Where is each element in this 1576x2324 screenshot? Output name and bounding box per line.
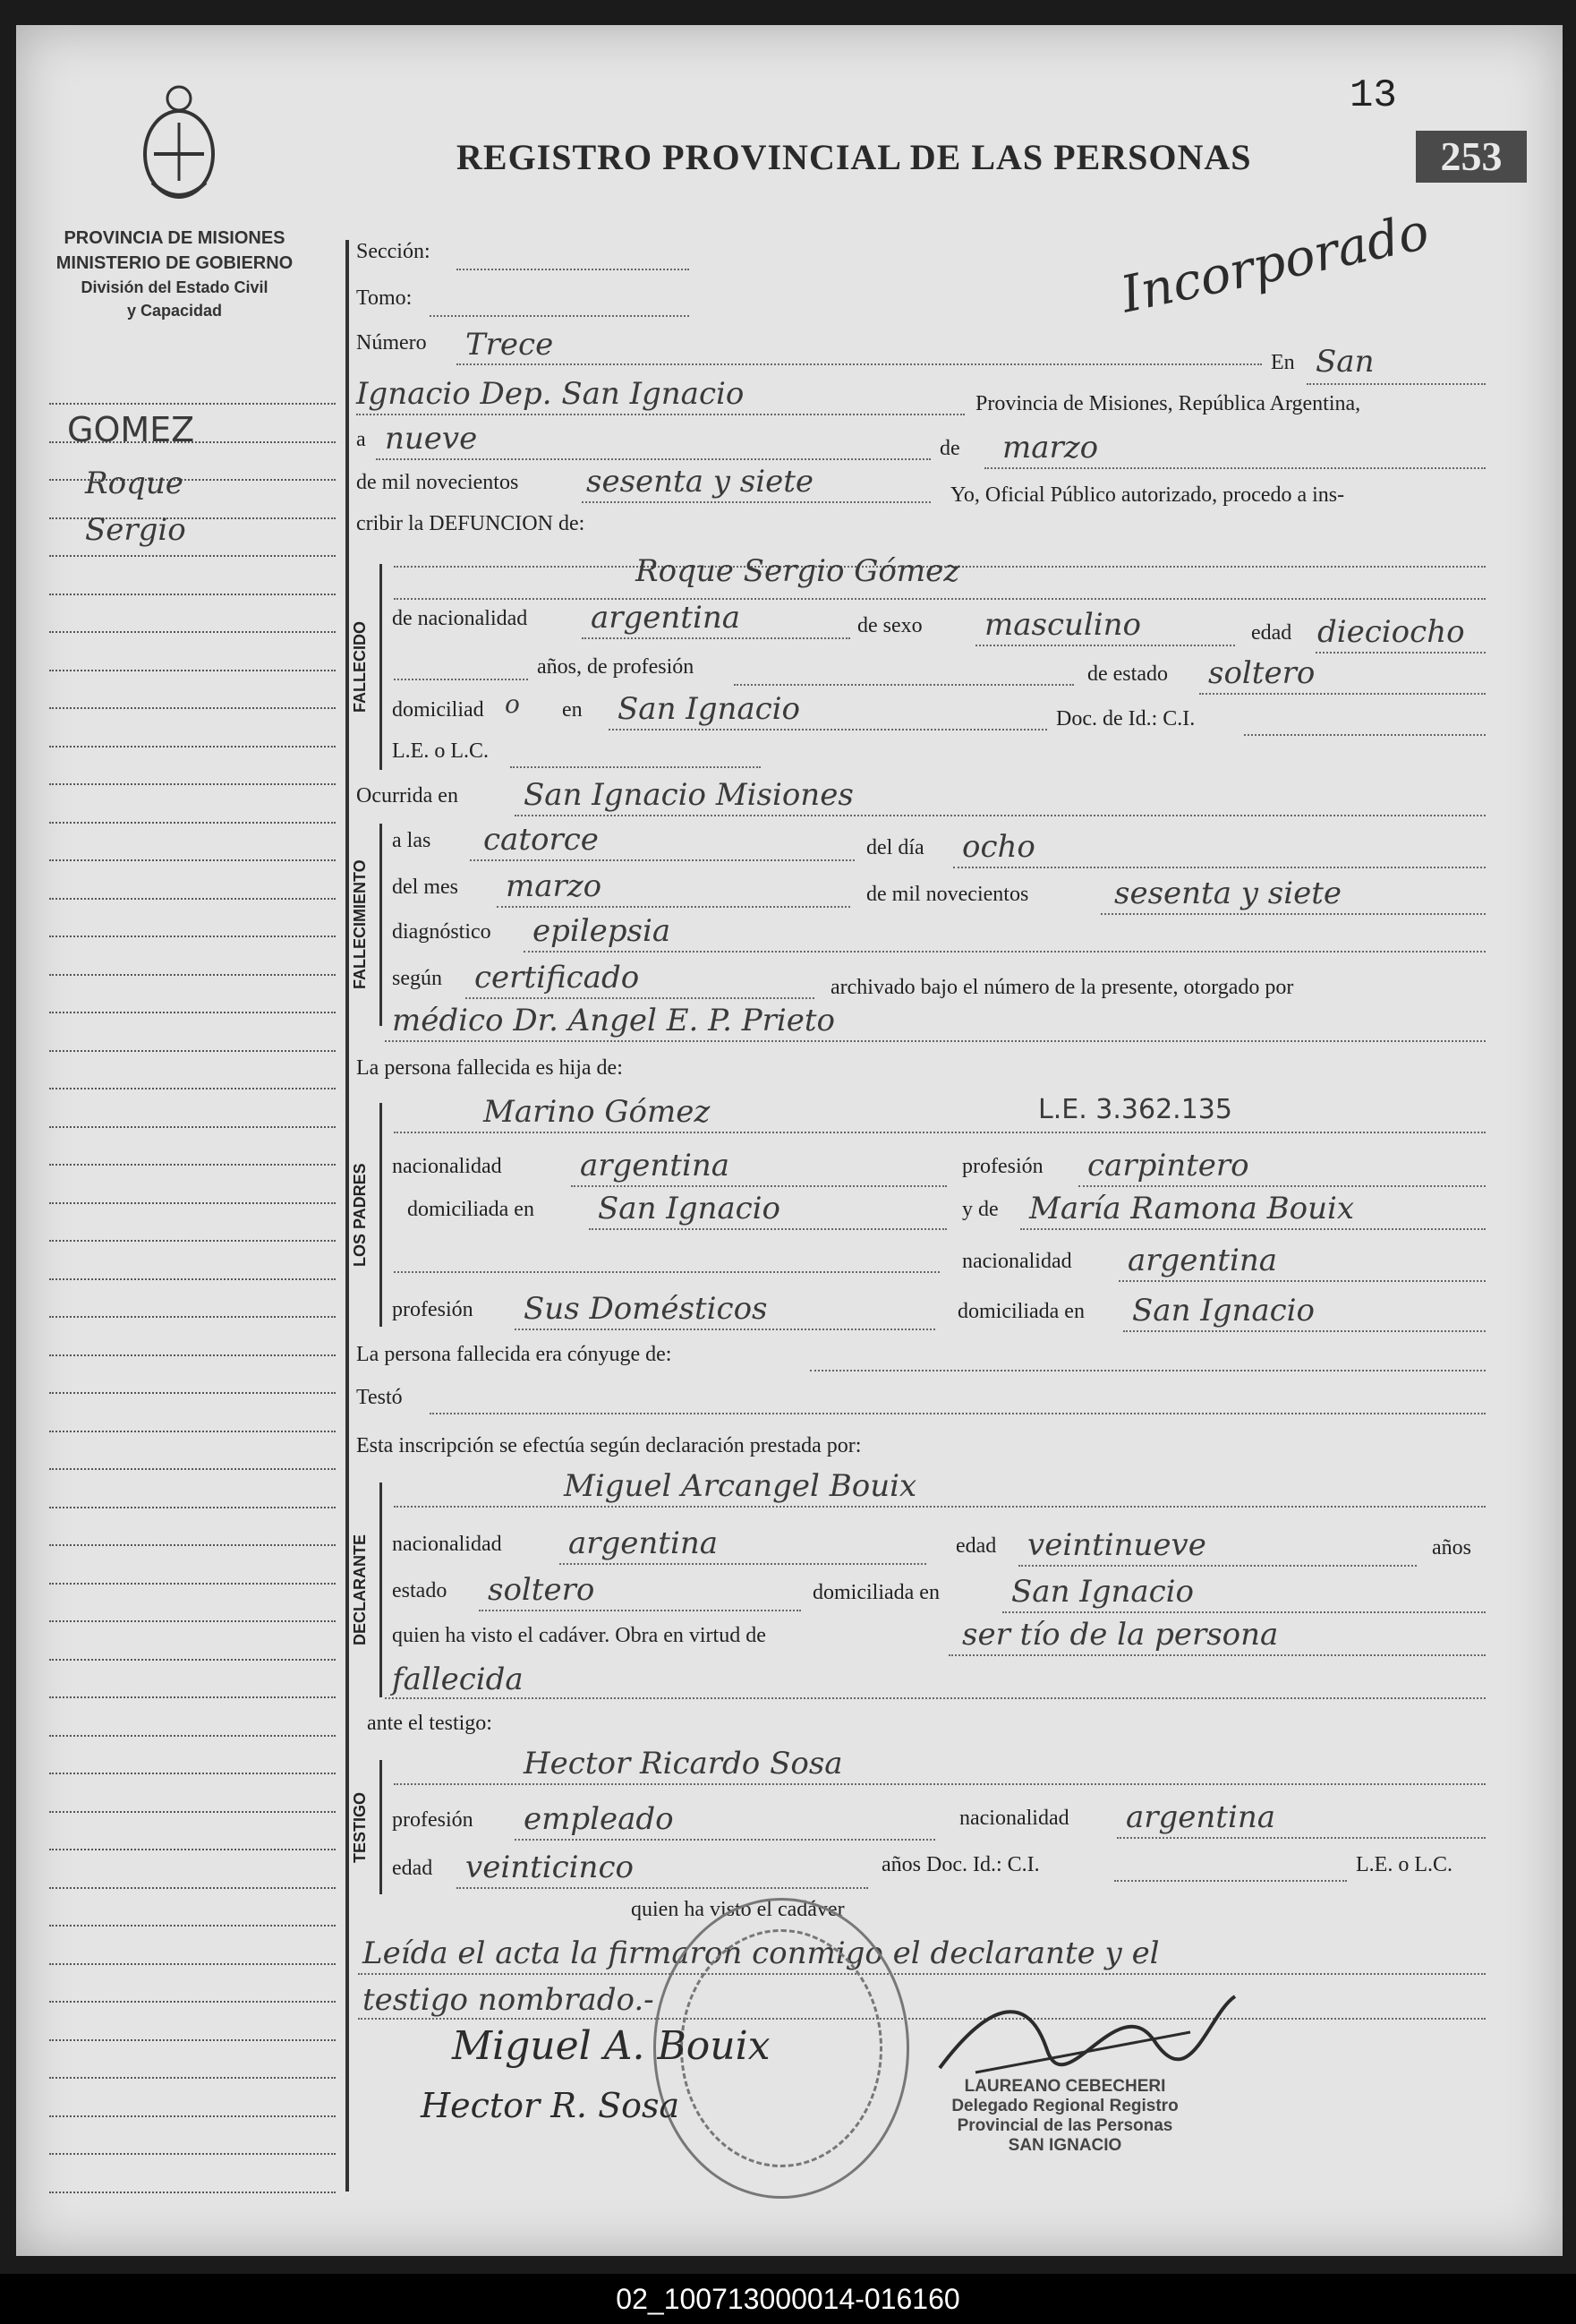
a-las-label: a las — [392, 829, 431, 852]
testigo-doc-line — [1114, 1880, 1347, 1882]
margin-signature: Incorporado — [1116, 202, 1435, 325]
testigo-bracket — [379, 1760, 382, 1894]
padre-domiciliada-label: domiciliada en — [407, 1198, 534, 1221]
madre-nacionalidad-value: argentina — [1128, 1243, 1278, 1278]
numero-label: Número — [356, 331, 427, 355]
padre-profesion-line — [1078, 1185, 1486, 1187]
margin-line — [49, 859, 336, 861]
fallecido-estado-label: de estado — [1087, 662, 1168, 686]
page-title: REGISTRO PROVINCIAL DE LAS PERSONAS — [456, 137, 1252, 177]
padre-domicilio-value: San Ignacio — [598, 1191, 781, 1226]
margin-line — [49, 403, 336, 405]
fallecido-estado-value: soltero — [1208, 655, 1316, 691]
padres-bracket — [379, 1103, 382, 1327]
margin-line — [49, 974, 336, 976]
fallecido-sexo-line — [975, 645, 1235, 646]
official-block — [922, 2077, 1208, 2156]
margin-line — [49, 783, 336, 785]
padre-name: Marino Gómez — [483, 1094, 711, 1130]
seccion-line — [456, 269, 689, 270]
margin-line — [49, 898, 336, 900]
en-label: En — [1271, 351, 1295, 374]
a-line — [376, 458, 931, 460]
ocurrida-label: Ocurrida en — [356, 784, 458, 807]
mes-label: del mes — [392, 876, 458, 899]
fallecido-estado-line — [1199, 693, 1486, 695]
fallecido-domiciliado-en-label: en — [562, 698, 583, 722]
declarante-estado-value: soltero — [488, 1572, 595, 1608]
fallecido-domiciliado-line — [609, 729, 1047, 731]
fallecido-domiciliado-label: domiciliad — [392, 698, 484, 722]
margin-line — [49, 1202, 336, 1204]
margin-line — [49, 1431, 336, 1432]
margin-name2: Sergio — [85, 512, 186, 548]
yo-text: Yo, Oficial Público autorizado, procedo a ins- — [950, 483, 1345, 507]
madre-domicilio-value: San Ignacio — [1132, 1293, 1316, 1329]
margin-surname: GOMEZ — [67, 410, 195, 449]
declarante-name-line — [394, 1506, 1486, 1508]
declarante-tag: DECLARANTE — [351, 1534, 369, 1645]
division-line2: y Capacidad — [126, 302, 223, 320]
fallecido-doc-line — [1244, 734, 1486, 736]
fallecido-domiciliado-suffix: o — [505, 689, 520, 719]
fallecido-le-label: L.E. o L.C. — [392, 739, 489, 763]
padres-intro: La persona fallecida es hija de: — [356, 1056, 623, 1080]
dia-label: del día — [866, 836, 924, 859]
declarante-edad-line — [1018, 1565, 1417, 1567]
declarante-domiciliada-label: domiciliada en — [813, 1581, 940, 1604]
fallecido-sexo-label: de sexo — [857, 614, 923, 637]
fallecido-sexo-value: masculino — [984, 607, 1142, 643]
fallecido-anos-label: años, de profesión — [537, 655, 694, 679]
numero-value: Trece — [465, 327, 554, 363]
fallecido-doc-label: Doc. de Id.: C.I. — [1056, 707, 1196, 731]
cribir-text: cribir la DEFUNCION de: — [356, 512, 585, 535]
coat-of-arms-icon — [134, 82, 224, 208]
testigo-nacionalidad-value: argentina — [1126, 1799, 1276, 1835]
madre-name-line — [1020, 1228, 1486, 1230]
declarante-domicilio-value: San Ignacio — [1011, 1574, 1195, 1610]
conyuge-line — [810, 1370, 1486, 1371]
closing-line2: testigo nombrado.- — [362, 1982, 654, 2018]
padre-doc: L.E. 3.362.135 — [1038, 1094, 1232, 1125]
declarante-name: Miguel Arcangel Bouix — [564, 1468, 917, 1504]
testigo-name: Hector Ricardo Sosa — [524, 1746, 843, 1781]
margin-line — [49, 1811, 336, 1813]
mes-value: marzo — [506, 868, 602, 904]
dia-value: ocho — [962, 829, 1035, 865]
margin-line — [49, 1659, 336, 1661]
en-line — [1307, 383, 1486, 385]
margin-line — [49, 2039, 336, 2041]
declarante-estado-line — [479, 1610, 801, 1611]
margin-line — [49, 1088, 336, 1089]
margin-line — [49, 1468, 336, 1470]
tomo-line — [430, 315, 689, 317]
padres-tag: LOS PADRES — [351, 1163, 369, 1267]
register-number-stamp: 253 — [1416, 131, 1527, 183]
padre-nacionalidad-label: nacionalidad — [392, 1155, 502, 1178]
place-value: Ignacio Dep. San Ignacio — [356, 376, 745, 412]
issuer-block — [36, 226, 313, 322]
a-las-line — [470, 859, 855, 861]
testigo-nacionalidad-line — [1117, 1837, 1486, 1839]
segun-line — [465, 997, 814, 999]
signature-testigo: Hector R. Sosa — [421, 2086, 680, 2125]
fallecido-anos-line — [394, 679, 528, 680]
segun-value: certificado — [474, 960, 640, 995]
official-title2: Provincial de las Personas — [957, 2116, 1173, 2135]
margin-line — [49, 1925, 336, 1927]
fallecido-bracket — [379, 564, 382, 770]
margin-line — [49, 1507, 336, 1508]
ocurrida-line — [515, 815, 1486, 816]
testigo-visto-text: quien ha visto el cadáver — [631, 1898, 845, 1921]
fallecido-edad-value: dieciocho — [1317, 614, 1465, 650]
margin-line — [49, 1620, 336, 1622]
margin-line — [49, 1316, 336, 1318]
dia-line — [953, 867, 1486, 868]
margin-line — [49, 1392, 336, 1394]
medico-value: médico Dr. Angel E. P. Prieto — [392, 1003, 836, 1038]
declarante-intro: Esta inscripción se efectúa según declaración prestada por: — [356, 1434, 862, 1457]
fallecido-name-line — [394, 598, 1486, 600]
margin-line — [49, 1735, 336, 1737]
archivado-text: archivado bajo el número de la presente, otorgado por — [831, 976, 1294, 999]
testigo-name-line — [394, 1783, 1486, 1785]
declarante-virtud-value2: fallecida — [392, 1662, 524, 1697]
madre-nacionalidad-label: nacionalidad — [962, 1250, 1072, 1273]
testigo-profesion-line — [515, 1839, 935, 1841]
mil-fallecimiento-label: de mil novecientos — [866, 883, 1029, 906]
declarante-anos-label: años — [1432, 1536, 1471, 1559]
testigo-edad-line — [456, 1887, 868, 1889]
fallecido-edad-line — [1316, 652, 1486, 654]
mil-fallecimiento-line — [1101, 913, 1486, 915]
de-label: de — [940, 437, 960, 460]
madre-blank-line — [394, 1271, 940, 1273]
margin-divider — [345, 240, 349, 2192]
declarante-domicilio-line — [1002, 1611, 1486, 1613]
margin-line — [49, 1012, 336, 1013]
fallecimiento-tag: FALLECIMIENTO — [351, 859, 369, 990]
declarante-nacionalidad-label: nacionalidad — [392, 1533, 502, 1556]
mil-line — [582, 501, 931, 503]
fallecido-tag: FALLECIDO — [351, 621, 369, 713]
en-value: San — [1316, 344, 1375, 380]
mil-label: de mil novecientos — [356, 471, 519, 494]
mil-value: sesenta y siete — [586, 464, 814, 500]
division-line1: División del Estado Civil — [81, 278, 268, 296]
madre-profesion-value: Sus Domésticos — [524, 1291, 768, 1327]
margin-line — [49, 1849, 336, 1850]
margin-line — [49, 670, 336, 671]
padre-profesion-label: profesión — [962, 1155, 1044, 1178]
margin-line — [49, 707, 336, 709]
testigo-nacionalidad-label: nacionalidad — [959, 1807, 1069, 1830]
a-value: nueve — [385, 421, 478, 457]
declarante-visto-text: quien ha visto el cadáver. Obra en virtud de — [392, 1624, 766, 1647]
madre-domiciliada-label: domiciliada en — [958, 1300, 1085, 1323]
margin-line — [49, 631, 336, 633]
declarante-edad-value: veintinueve — [1027, 1527, 1206, 1563]
diagnostico-line — [524, 951, 1486, 953]
image-id-footer: 02_100713000014-016160 — [0, 2274, 1576, 2324]
y-de-label: y de — [962, 1198, 999, 1221]
declarante-virtud-line — [949, 1654, 1486, 1656]
a-las-value: catorce — [483, 822, 599, 858]
margin-line — [49, 555, 336, 557]
margin-line — [49, 2001, 336, 2003]
margin-line — [49, 1773, 336, 1774]
de-value: marzo — [1002, 430, 1099, 466]
padre-domicilio-line — [589, 1228, 947, 1230]
provincia-text: Provincia de Misiones, República Argentina, — [975, 392, 1361, 415]
margin-line — [49, 1544, 336, 1546]
margin-line — [49, 1963, 336, 1965]
madre-profesion-line — [515, 1329, 935, 1330]
fallecido-nacionalidad-label: de nacionalidad — [392, 607, 528, 630]
testigo-tag: TESTIGO — [351, 1791, 369, 1863]
fallecido-full-name: Roque Sergio Gómez — [635, 553, 960, 589]
a-label: a — [356, 428, 366, 451]
official-name: LAUREANO CEBECHERI — [964, 2077, 1166, 2096]
conyuge-label: La persona fallecida era cónyuge de: — [356, 1343, 672, 1366]
testigo-le-label: L.E. o L.C. — [1356, 1853, 1452, 1876]
madre-domicilio-line — [1123, 1330, 1486, 1332]
testo-line — [430, 1413, 1486, 1414]
padre-profesion-value: carpintero — [1087, 1148, 1249, 1183]
diagnostico-label: diagnóstico — [392, 920, 491, 944]
margin-line — [49, 1164, 336, 1166]
seccion-label: Sección: — [356, 240, 430, 263]
province-name: PROVINCIA DE MISIONES — [64, 228, 285, 248]
ministry-name: MINISTERIO DE GOBIERNO — [55, 253, 294, 273]
margin-line — [49, 1696, 336, 1698]
margin-line — [49, 1887, 336, 1889]
margin-line — [49, 2153, 336, 2155]
madre-name: María Ramona Bouix — [1029, 1191, 1355, 1226]
declarante-edad-label: edad — [956, 1534, 997, 1558]
closing-line1: Leída el acta la firmaron conmigo el declarante y el — [362, 1935, 1160, 1971]
declarante-nacionalidad-value: argentina — [568, 1525, 719, 1561]
place-line — [356, 414, 965, 415]
declarante-virtud-value: ser tío de la persona — [962, 1617, 1279, 1653]
fallecido-nacionalidad-value: argentina — [591, 600, 741, 636]
padre-nacionalidad-value: argentina — [580, 1148, 730, 1183]
fallecido-profesion-line — [734, 684, 1074, 686]
mes-line — [497, 906, 850, 908]
segun-label: según — [392, 967, 442, 990]
fallecido-edad-label: edad — [1251, 621, 1292, 645]
testigo-profesion-value: empleado — [524, 1801, 674, 1837]
margin-line — [49, 1240, 336, 1242]
official-signature-icon — [922, 1978, 1244, 2086]
closing-line1-rule — [358, 1973, 1486, 1975]
margin-line — [49, 2077, 336, 2079]
fallecido-nacionalidad-line — [582, 637, 850, 639]
margin-line — [49, 1278, 336, 1280]
declarante-virtud-line2 — [385, 1697, 1486, 1699]
padre-name-line — [394, 1132, 1486, 1133]
margin-line — [49, 1354, 336, 1356]
declarante-bracket — [379, 1482, 382, 1697]
madre-nacionalidad-line — [1119, 1280, 1486, 1282]
official-title1: Delegado Regional Registro — [951, 2097, 1179, 2115]
fallecido-le-line — [510, 766, 761, 768]
margin-line — [49, 936, 336, 937]
mil-fallecimiento-value: sesenta y siete — [1114, 876, 1342, 911]
fallecimiento-bracket — [379, 824, 382, 1026]
signature-declarante: Miguel A. Bouix — [452, 2023, 771, 2069]
numero-line — [456, 363, 1262, 365]
madre-profesion-label: profesión — [392, 1298, 473, 1321]
medico-line — [385, 1040, 1486, 1042]
margin-line — [49, 2192, 336, 2193]
margin-name1: Roque — [85, 466, 183, 501]
de-line — [984, 467, 1486, 469]
testigo-edad-value: veinticinco — [465, 1850, 634, 1885]
page-number: 13 — [1350, 73, 1397, 118]
testigo-intro: ante el testigo: — [367, 1712, 492, 1735]
margin-line — [49, 822, 336, 824]
ocurrida-value: San Ignacio Misiones — [524, 777, 854, 813]
testigo-edad-label: edad — [392, 1857, 433, 1880]
margin-line — [49, 1583, 336, 1585]
tomo-label: Tomo: — [356, 286, 413, 310]
margin-line — [49, 2115, 336, 2117]
declarante-estado-label: estado — [392, 1579, 447, 1602]
margin-line — [49, 1050, 336, 1052]
fallecido-domiciliado-value: San Ignacio — [618, 691, 801, 727]
testigo-profesion-label: profesión — [392, 1808, 473, 1832]
margin-line — [49, 746, 336, 748]
diagnostico-value: epilepsia — [532, 913, 671, 949]
official-place: SAN IGNACIO — [1008, 2136, 1122, 2155]
margin-line — [49, 594, 336, 595]
declarante-nacionalidad-line — [559, 1563, 926, 1565]
padre-nacionalidad-line — [571, 1185, 947, 1187]
margin-line — [49, 1126, 336, 1128]
testigo-anos-doc-label: años Doc. Id.: C.I. — [882, 1853, 1040, 1876]
testo-label: Testó — [356, 1386, 403, 1409]
